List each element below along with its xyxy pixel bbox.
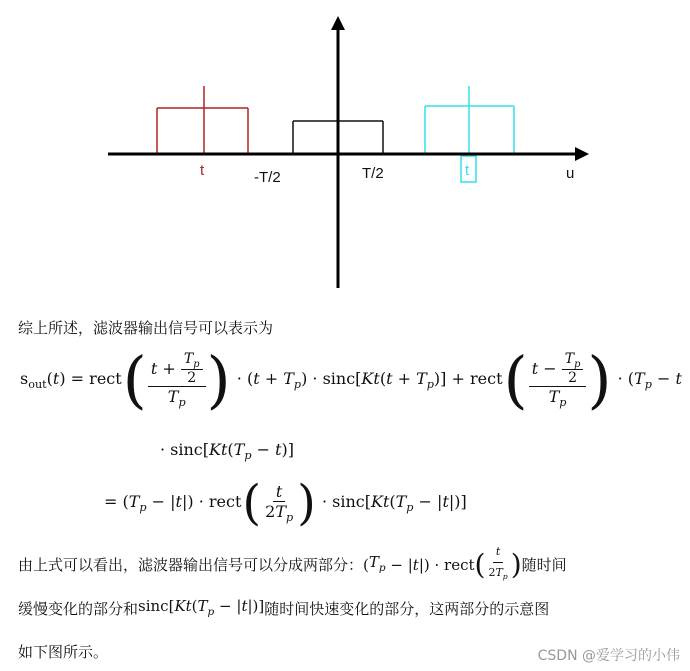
explain1-suffix: 随时间 bbox=[521, 555, 567, 574]
explain2-suffix: 随时间快速变化的部分，这两部分的示意图 bbox=[264, 600, 550, 618]
label-left-t: t bbox=[200, 162, 205, 179]
left-pulse bbox=[157, 86, 248, 154]
csdn-watermark: CSDN @爱学习的小伟 bbox=[537, 648, 680, 664]
equation-line-1: $s_{out}(t)$ = rect ( t + $\frac{T_p}{2}$ $T_p$ ) · $(t + T_p) \cdot \sin c[Kt(t + T_p)]$ + rect ( t − $\frac{T_p}{2}$ $T_p$ ) · ($T_p - t$ bbox=[20, 343, 682, 416]
label-pos-half: T/2 bbox=[362, 165, 384, 182]
axes bbox=[108, 16, 589, 288]
label-right-t: t bbox=[465, 162, 470, 179]
explanation-line-3: 如下图所示。 bbox=[18, 643, 109, 661]
pulse-diagram bbox=[0, 0, 690, 300]
inline-formula-2: $\sin c[Kt(T_p - |t|)]$ bbox=[138, 597, 265, 618]
explain2-prefix: 缓慢变化的部分和 bbox=[18, 600, 139, 618]
explanation-line-1 bbox=[18, 542, 567, 587]
equation-line-3: = $(T_p - |t|)$ · rect ( $\frac{t}{2T_p}$ ) · $\sin c[Kt(T_p - |t|)]$ bbox=[104, 475, 467, 531]
right-pulse bbox=[425, 86, 514, 182]
summary-text: 综上所述，滤波器输出信号可以表示为 bbox=[18, 319, 274, 337]
explain1-prefix: 由上式可以看出，滤波器输出信号可以分成两部分： bbox=[18, 555, 364, 574]
label-neg-half: -T/2 bbox=[254, 169, 281, 186]
inline-formula-1: ( $T_p$ − | t |) · rect ( $\frac{t}{2T_p}$ ) bbox=[363, 542, 522, 587]
label-axis-u: u bbox=[566, 165, 575, 182]
equation-line-2: · $\sin c[Kt(T_p - t)]$ bbox=[160, 440, 294, 463]
explanation-line-2 bbox=[18, 596, 549, 622]
